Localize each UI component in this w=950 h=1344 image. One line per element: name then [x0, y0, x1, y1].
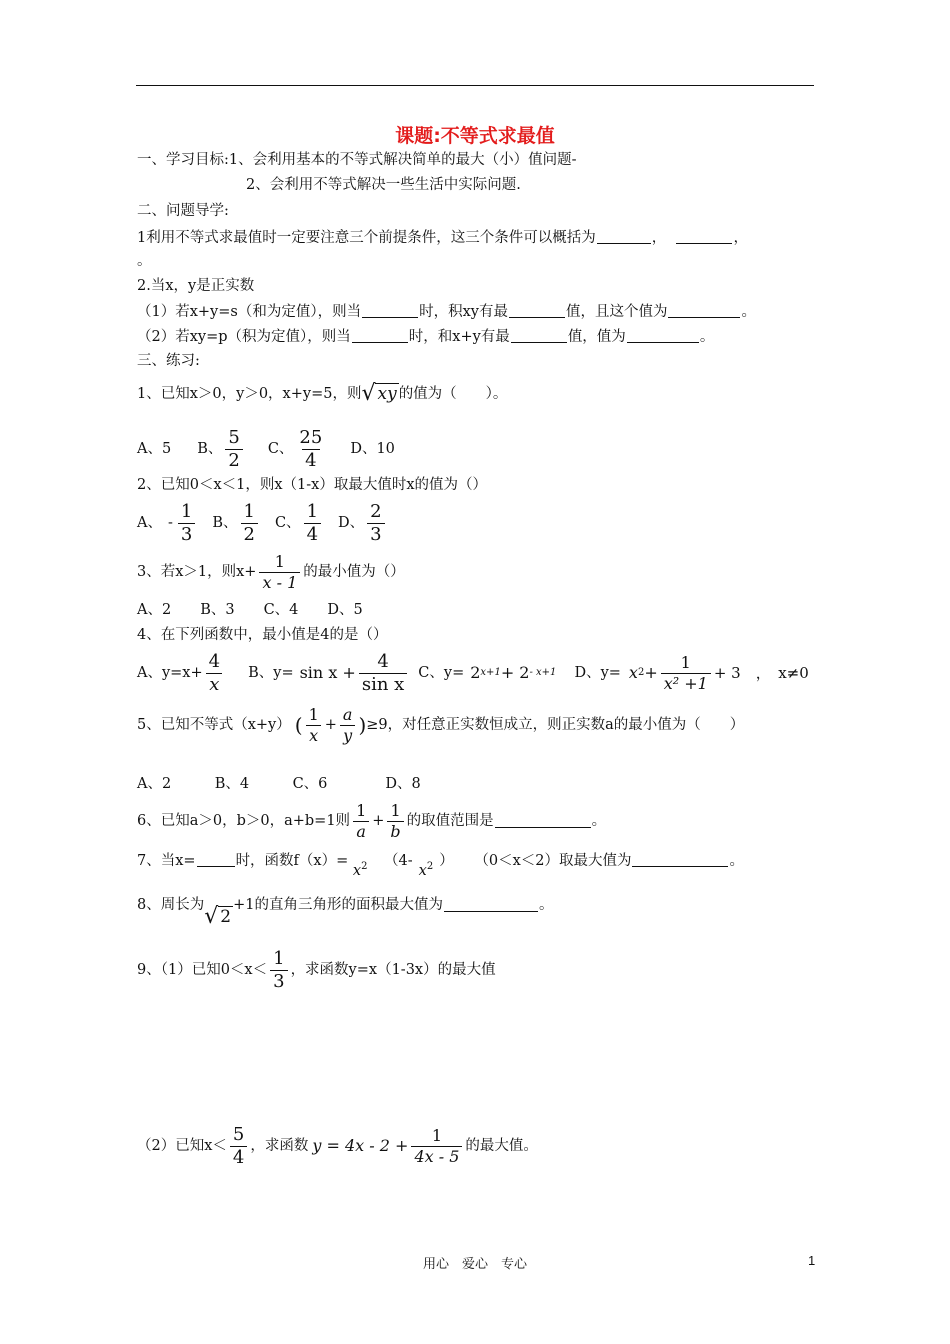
fraction: 1 3 — [178, 503, 195, 544]
fraction: 2 3 — [367, 503, 384, 544]
fraction: 1 a — [353, 803, 369, 840]
fraction: $\frac{1}{4x - 5}$ — [411, 1128, 462, 1165]
exercise-9-part-1: 9、（1）已知0＜x＜ 1 3 ，求函数y=x（1-3x）的最大值 — [137, 947, 496, 992]
goal-line-1: 一、学习目标:1、会利用基本的不等式解决简单的最大（小）值问题- — [137, 152, 577, 168]
fraction: 1 x — [306, 707, 322, 744]
exercise-1-options: A、5 B、 5 2 C、 25 4 D、10 — [137, 426, 395, 471]
question-2-part-2: （2）若xy=p（积为定值），则当 时，和x+y有最 值，值为 。 — [137, 329, 715, 345]
question-2-heading: 2.当x，y是正实数 — [137, 278, 255, 294]
exercise-4-options: A、y=x+ $\frac{4}{x}$ B、y= sin x + $\frac{4}{\text{sin x}}$ C、y= 2 x+1 + 2 - x+1 D、y= x 2 + $\frac{1}{\text{x² +1}}$ + 3 ， x≠0 — [137, 650, 809, 695]
answer-blank[interactable] — [495, 814, 591, 828]
answer-blank[interactable] — [352, 329, 408, 343]
exercise-2: 2、已知0＜x＜1，则x（1-x）取最大值时x的值为（） — [137, 477, 488, 493]
answer-blank[interactable] — [444, 898, 538, 912]
answer-blank[interactable] — [511, 329, 567, 343]
question-2-part-1: （1）若x+y=s（和为定值），则当 时，积xy有最 值，且这个值为 。 — [137, 304, 756, 320]
page-title: 课题:不等式求最值 — [395, 125, 555, 147]
section-guide-heading: 二、问题导学: — [137, 203, 229, 219]
answer-blank[interactable] — [197, 853, 235, 867]
exercise-5-options: A、2 B、4 C、6 D、8 — [137, 776, 421, 792]
exercise-8: 8、周长为 √ 2 +1的直角三角形的面积最大值为 。 — [137, 897, 554, 929]
exercise-5: 5、已知不等式（x+y） ( 1 x + $\frac{a}{y}$ ) ≥9，对任意正实数恒成立，则正实数a的最小值为（ ） — [137, 704, 745, 745]
exercise-3: 3、若x＞1，则x+ $\frac{1}{x - 1}$ 的最小值为（） — [137, 551, 405, 592]
fraction: 1 2 — [241, 503, 258, 544]
question-1: 1利用不等式求最值时一定要注意三个前提条件，这三个条件可以概括为 ， ， — [137, 230, 748, 246]
goal-line-2: 2、会利用不等式解决一些生活中实际问题. — [246, 177, 521, 193]
fraction: $\frac{4}{x}$ — [206, 653, 223, 694]
header-rule — [136, 85, 814, 86]
answer-blank[interactable] — [676, 230, 732, 244]
answer-blank[interactable] — [509, 304, 565, 318]
exercise-9-part-2: （2）已知x＜ 5 4 ，求函数 y = 4x - 2 + $\frac{1}{4x - 5}$ 的最大值。 — [137, 1123, 538, 1168]
fraction: 5 2 — [225, 429, 242, 470]
exercise-3-options: A、2 B、3 C、4 D、5 — [137, 602, 363, 618]
fraction: 1 3 — [270, 950, 287, 991]
exercise-2-options: A、 - 1 3 B、 1 2 C、 1 4 D、 2 3 — [137, 500, 388, 546]
section-exercise-heading: 三、练习: — [137, 353, 200, 369]
fraction: 5 4 — [230, 1126, 247, 1167]
fraction: $\frac{4}{\text{sin x}}$ — [359, 653, 407, 694]
answer-blank[interactable] — [362, 304, 418, 318]
fraction: $\frac{1}{\text{x² +1}}$ — [661, 655, 711, 692]
exercise-6: 6、已知a＞0，b＞0，a+b=1则 1 a + $\frac{1}{b}$ 的取值范围是 。 — [137, 800, 607, 841]
fraction: $\frac{1}{x - 1}$ — [259, 554, 300, 591]
exercise-1: 1、已知x＞0，y＞0，x+y=5，则 √ xy 的值为（ ）。 — [137, 381, 508, 406]
question-1-dot: 。 — [137, 253, 152, 269]
fraction: $\frac{1}{b}$ — [387, 803, 403, 840]
page-number: 1 — [808, 1253, 816, 1268]
exercise-4: 4、在下列函数中，最小值是4的是（） — [137, 627, 388, 643]
answer-blank[interactable] — [597, 230, 651, 244]
fraction: 25 4 — [299, 426, 323, 471]
exercise-7: 7、当x= 时，函数$f(x)= x^2$ （$4-x^2$ ） （0＜x＜2）取最大值为 。 — [137, 852, 744, 879]
answer-blank[interactable] — [632, 853, 728, 867]
page-footer: 用心 爱心 专心 — [422, 1257, 527, 1272]
sqrt-expression: √ 2 — [204, 904, 232, 929]
answer-blank[interactable] — [627, 329, 699, 343]
fraction: 1 4 — [304, 503, 321, 544]
sqrt-expression: √ xy — [361, 381, 397, 406]
fraction: $\frac{a}{y}$ — [340, 707, 356, 744]
answer-blank[interactable] — [668, 304, 740, 318]
